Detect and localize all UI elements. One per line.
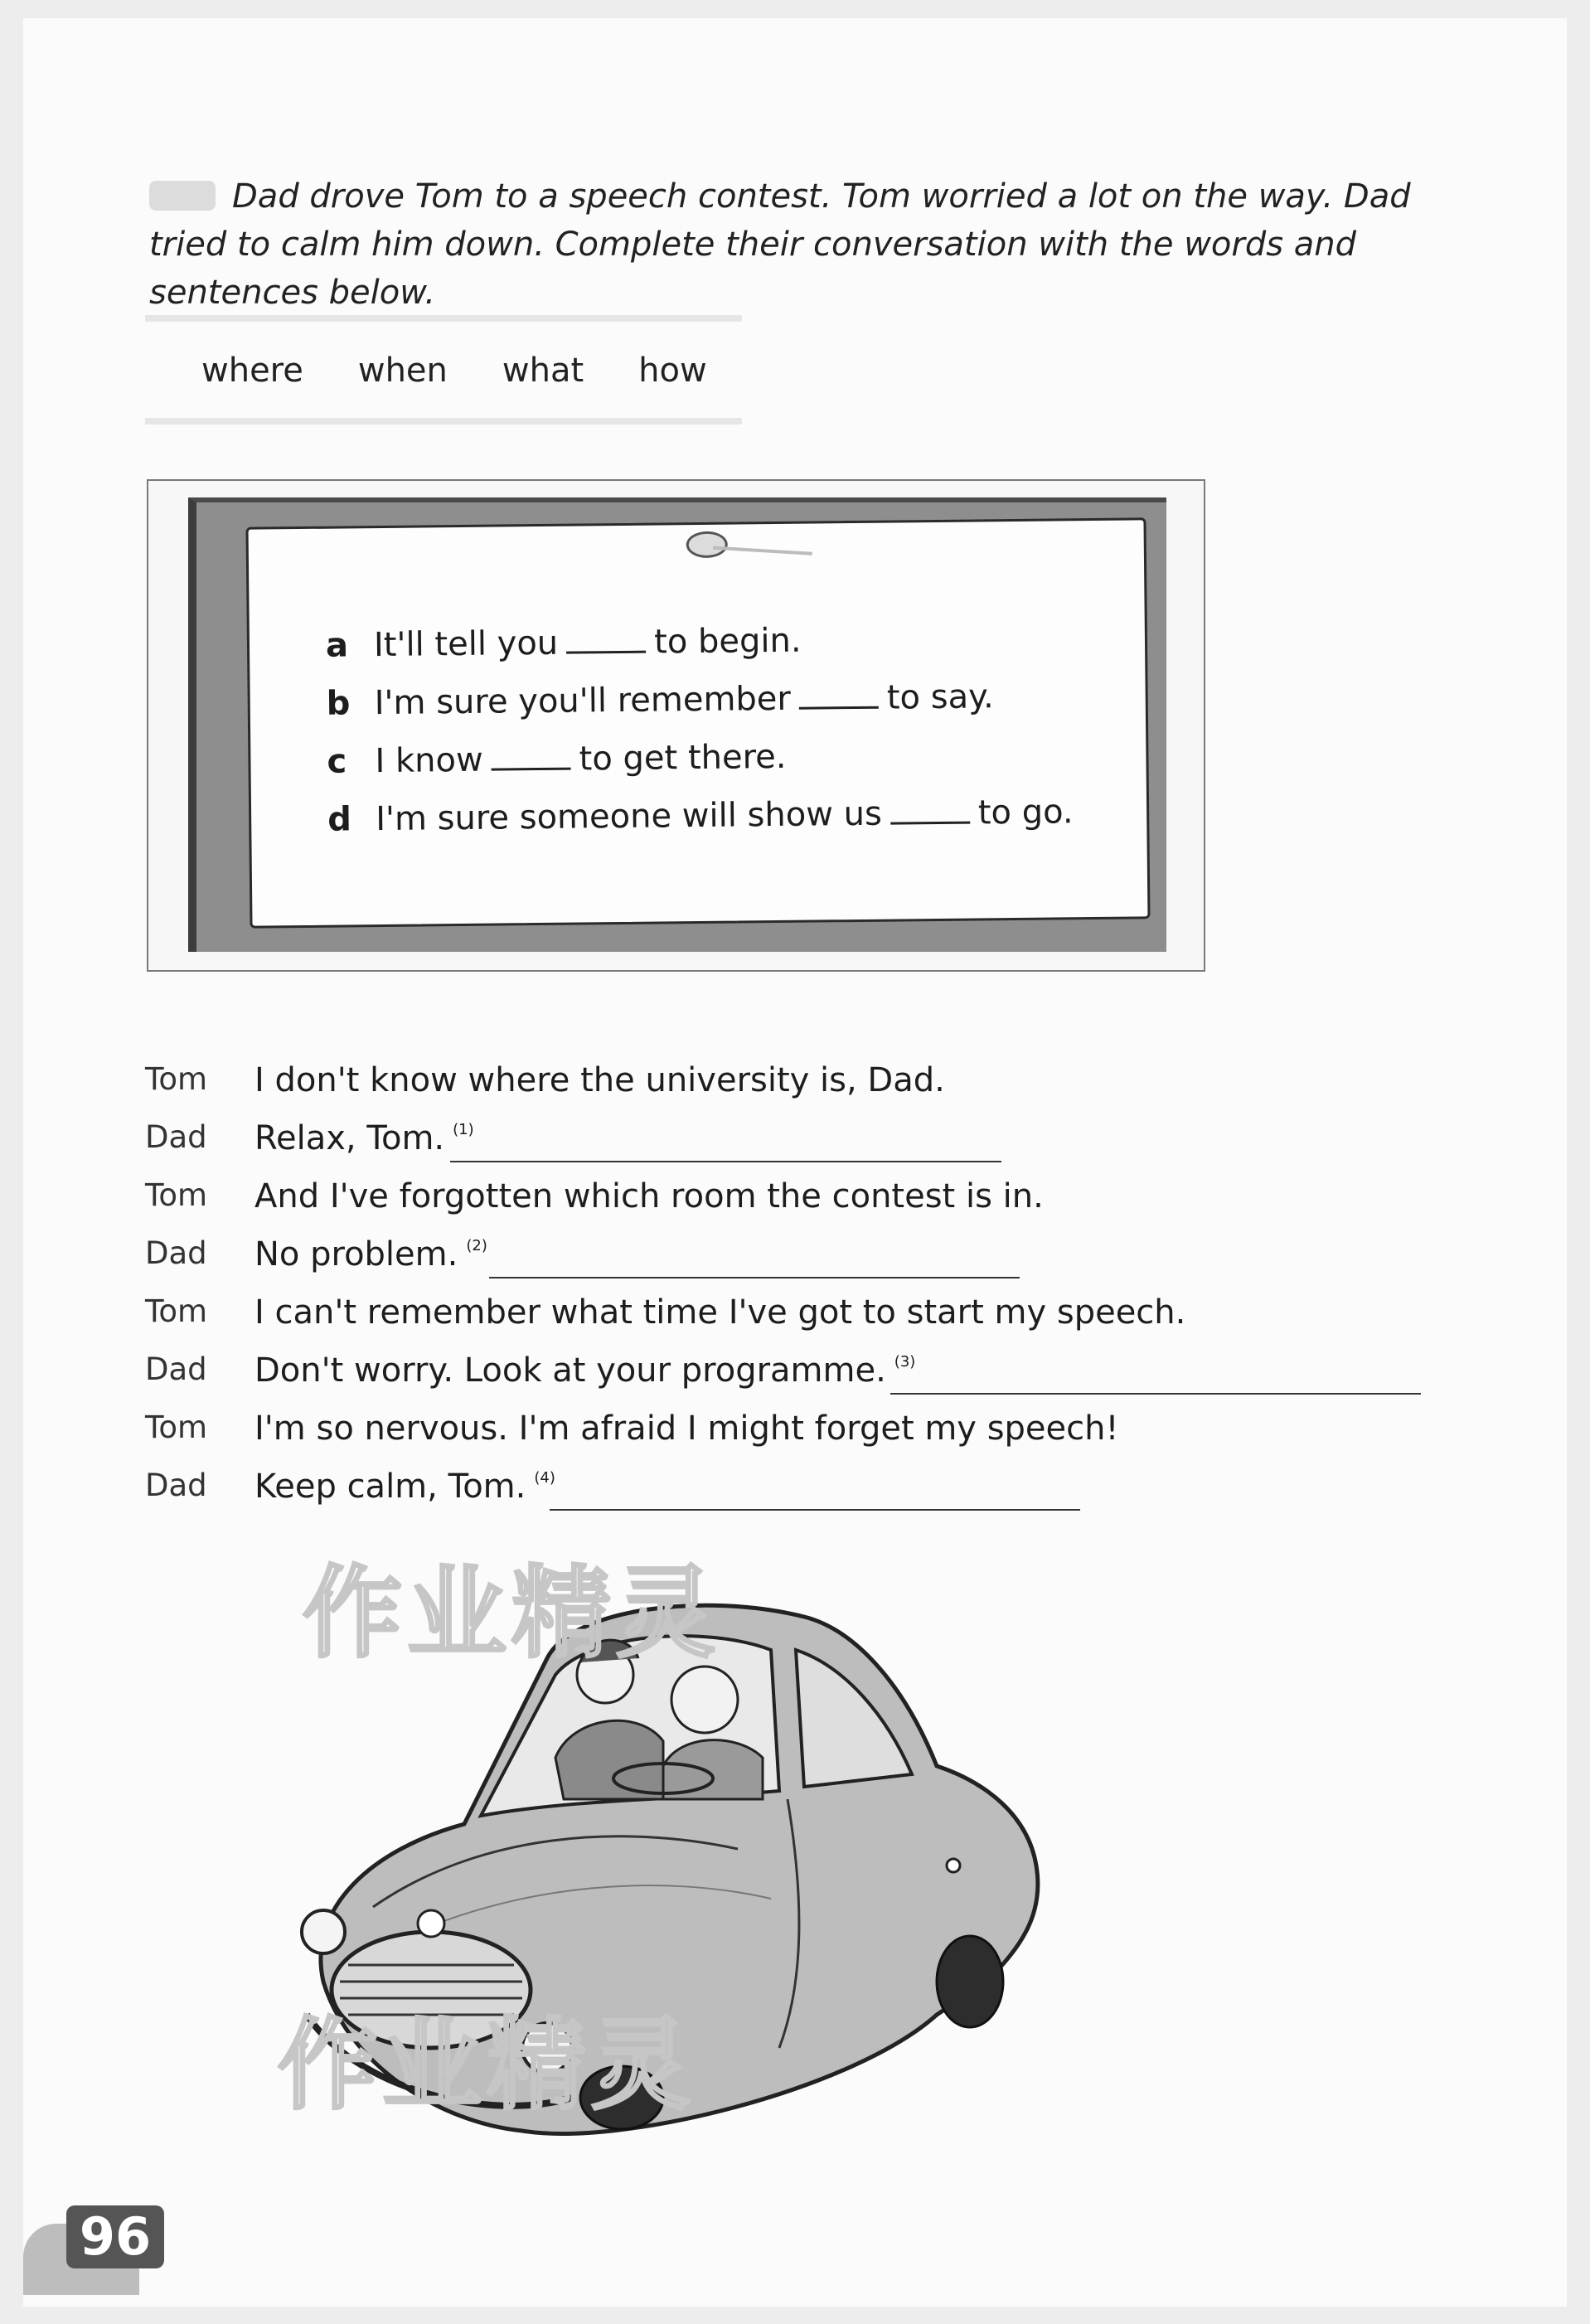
sentence-option-a: a It'll tell you to begin. (325, 621, 802, 665)
blank-line (566, 626, 646, 654)
answer-line-3[interactable] (890, 1391, 1421, 1395)
sentence-option-d: d I'm sure someone will show us to go. (327, 793, 1074, 839)
notice-board (147, 479, 1205, 972)
exercise-badge (149, 181, 216, 211)
blank-line (491, 743, 570, 771)
pin-icon (686, 531, 728, 559)
answer-line-2[interactable] (489, 1275, 1020, 1278)
page-number: 96 (66, 2205, 164, 2268)
board-paper (245, 517, 1150, 928)
word-option: what (502, 352, 584, 390)
blank-line (890, 797, 970, 825)
watermark: 作业精灵 (278, 2008, 696, 2123)
watermark: 作业精灵 (303, 1556, 720, 1671)
word-box (201, 352, 707, 390)
answer-line-4[interactable] (550, 1507, 1080, 1511)
board-frame (188, 497, 1166, 952)
word-box-top-rule (145, 315, 742, 322)
answer-line-1[interactable] (450, 1159, 1001, 1162)
sentence-option-b: b I'm sure you'll remember to say. (326, 677, 994, 723)
sentence-option-c: c I know to get there. (327, 737, 787, 781)
word-option: when (357, 352, 448, 390)
word-option: where (201, 352, 303, 390)
word-box-bottom-rule (145, 418, 742, 425)
blank-line (799, 682, 879, 710)
word-option: how (638, 352, 707, 390)
instruction-text: Dad drove Tom to a speech contest. Tom worried a lot on the way. Dad tried to calm him down. Complete their conversation with the words and sentences below. (149, 177, 1411, 312)
pin-shadow (713, 546, 812, 556)
